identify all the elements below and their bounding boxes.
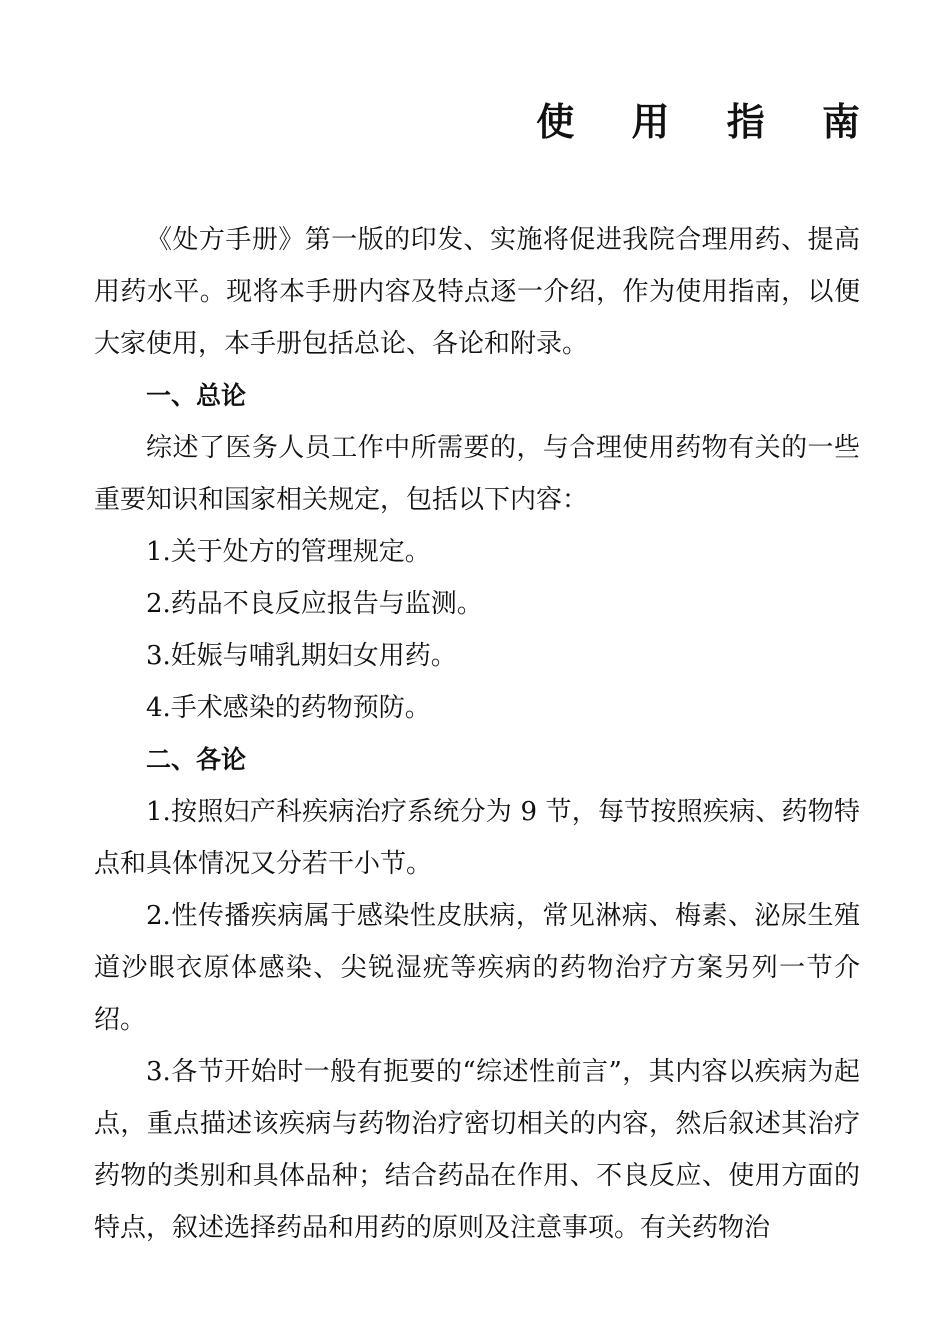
general-summary-paragraph: 综述了医务人员工作中所需要的，与合理使用药物有关的一些重要知识和国家相关规定，包括以下内容： xyxy=(94,433,860,515)
general-list-item: 4.手术感染的药物预防。 xyxy=(146,693,431,723)
section-heading-general: 一、总论 xyxy=(146,381,247,410)
section-heading-specific: 二、各论 xyxy=(146,745,247,774)
specific-list-item: 2.性传播疾病属于感染性皮肤病，常见淋病、梅素、泌尿生殖道沙眼衣原体感染、尖锐湿疣等疾病的药物治疗方案另列一节介绍。 xyxy=(94,901,860,1035)
general-list-item: 2.药品不良反应报告与监测。 xyxy=(146,589,483,619)
general-list-item: 1.关于处方的管理规定。 xyxy=(146,537,431,567)
page-title: 使 用 指 南 xyxy=(536,100,882,144)
specific-list-item: 1.按照妇产科疾病治疗系统分为 9 节，每节按照疾病、药物特点和具体情况又分若干小节。 xyxy=(94,797,860,879)
intro-paragraph: 《处方手册》第一版的印发、实施将促进我院合理用药、提高用药水平。现将本手册内容及特点逐一介绍，作为使用指南，以便大家使用，本手册包括总论、各论和附录。 xyxy=(94,225,860,359)
specific-list-item: 3.各节开始时一般有扼要的“综述性前言”，其内容以疾病为起点，重点描述该疾病与药物治疗密切相关的内容，然后叙述其治疗药物的类别和具体品种；结合药品在作用、不良反应、使用方面的特点，叙述选择药品和用药的原则及注意事项。有关药物治 xyxy=(94,1057,860,1243)
document-body xyxy=(94,214,860,1254)
general-list-item: 3.妊娠与哺乳期妇女用药。 xyxy=(146,641,457,671)
